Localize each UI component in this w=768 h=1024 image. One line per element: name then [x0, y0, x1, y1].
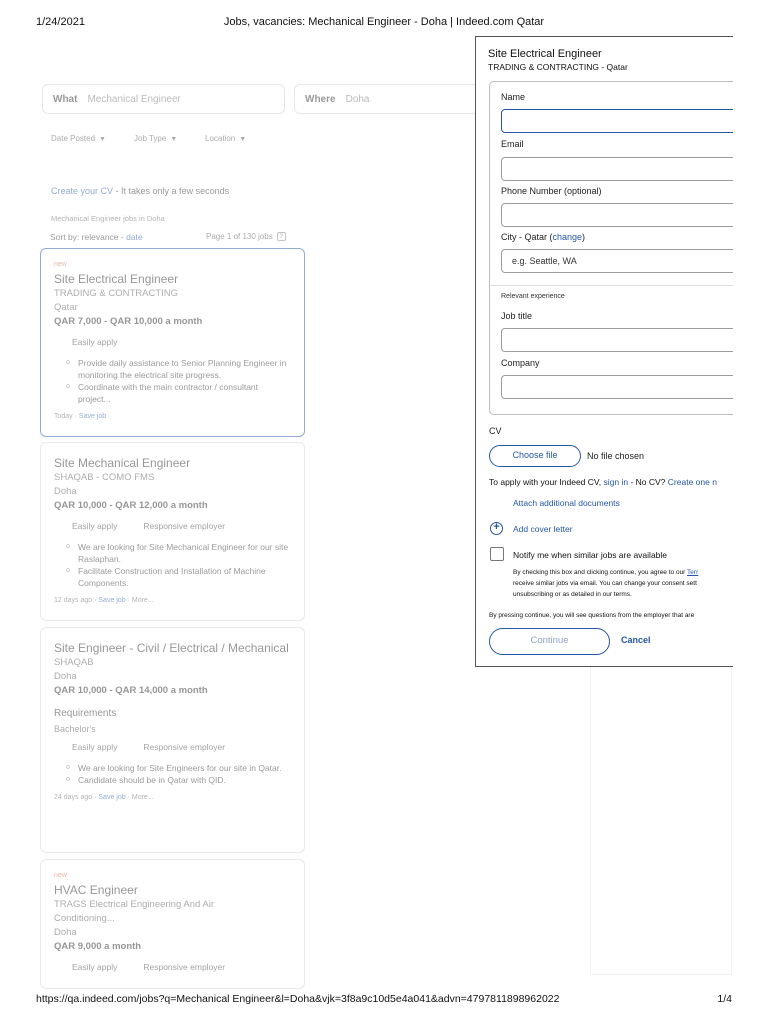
no-file-chosen: No file chosen	[587, 451, 645, 461]
city-label-suffix: )	[582, 232, 586, 242]
more-link[interactable]: More...	[131, 794, 154, 801]
job-location: Doha	[54, 927, 77, 938]
filter-job-type[interactable]	[134, 134, 177, 143]
company-name: SHAQAB - COMO FMS	[54, 472, 155, 483]
company-name: TRAGS Electrical Engineering And Air Conditioning...	[54, 899, 214, 924]
company-label: Company	[501, 358, 540, 368]
easily-apply-tag: Easily apply	[72, 337, 118, 347]
save-job-link[interactable]: Save job	[78, 413, 107, 420]
modal-company-location: TRADING & CONTRACTING - Qatar	[488, 62, 628, 72]
apply-modal	[475, 36, 733, 667]
relevant-experience-heading: Relevant experience	[501, 293, 565, 300]
job-meta: 12 days ago · Save job · More...	[54, 597, 154, 604]
job-salary: QAR 7,000 - QAR 10,000 a month	[54, 316, 203, 327]
where-search-input[interactable]	[294, 84, 479, 114]
job-card[interactable]	[40, 859, 305, 989]
chevron-down-icon: ▼	[239, 136, 247, 143]
chevron-down-icon: ▼	[170, 136, 178, 143]
new-badge: new	[54, 261, 67, 268]
email-input[interactable]	[501, 157, 733, 181]
what-label: What	[53, 93, 78, 105]
results-heading: Mechanical Engineer jobs in Doha	[51, 214, 165, 223]
cancel-button[interactable]: Cancel	[621, 635, 651, 645]
job-meta: 24 days ago · Save job · More...	[54, 794, 154, 801]
create-cv-text: - It takes only a few seconds	[113, 186, 230, 196]
job-snippet	[54, 541, 291, 589]
sort-control	[50, 232, 143, 242]
filter-label: Job Type	[134, 134, 167, 143]
print-title: Jobs, vacancies: Mechanical Engineer - Doha | Indeed.com Qatar	[223, 16, 545, 28]
plus-circle-icon[interactable]: +	[490, 522, 503, 535]
snippet-item: o We are looking for Site Engineers for our site in Qatar.	[66, 762, 291, 774]
job-snippet	[54, 357, 291, 405]
page-count: Page 1 of 130 jobs	[206, 232, 273, 241]
city-label-prefix: City - Qatar (	[501, 232, 553, 242]
job-title-label: Job title	[501, 311, 533, 321]
create-cv-link[interactable]: Create your CV	[51, 186, 114, 196]
email-label: Email	[501, 139, 524, 149]
consent-fine-print	[513, 567, 733, 600]
fine-print-line: unsubscribing or as detailed in our terms.	[513, 591, 632, 598]
print-date: 1/24/2021	[36, 16, 85, 28]
requirements-heading: Requirements	[54, 708, 117, 719]
save-job-link[interactable]: Save job	[98, 794, 126, 801]
job-salary: QAR 10,000 - QAR 12,000 a month	[54, 500, 208, 511]
modal-job-title: Site Electrical Engineer	[488, 48, 602, 60]
add-cover-letter-link[interactable]: Add cover letter	[513, 524, 573, 534]
responsive-employer-tag: Responsive employer	[143, 521, 226, 531]
snippet-item: o Provide daily assistance to Senior Planning Engineer in monitoring the electrical site progress.	[66, 357, 291, 381]
terms-link[interactable]: Terr	[687, 569, 699, 576]
sort-label: Sort by:	[50, 232, 80, 242]
filter-label: Date Posted	[51, 134, 96, 143]
help-icon[interactable]: ?	[277, 232, 286, 241]
job-salary: QAR 10,000 - QAR 14,000 a month	[54, 685, 208, 696]
requirements-value: Bachelor's	[54, 724, 96, 734]
chevron-down-icon: ▼	[99, 136, 106, 143]
job-snippet	[54, 762, 291, 786]
page-info	[206, 232, 286, 241]
job-location: Qatar	[54, 302, 78, 313]
create-cv-prompt	[51, 186, 229, 196]
continue-button[interactable]: Continue	[489, 628, 610, 655]
job-card[interactable]	[40, 442, 305, 621]
name-label: Name	[501, 92, 526, 102]
job-location: Doha	[54, 671, 77, 682]
save-job-link[interactable]: Save job	[98, 597, 126, 604]
responsive-employer-tag: Responsive employer	[143, 962, 226, 972]
apply-with-cv-line	[489, 477, 717, 487]
job-title[interactable]: Site Electrical Engineer	[54, 272, 179, 286]
change-city-link[interactable]: change	[552, 232, 583, 242]
job-card[interactable]	[40, 627, 305, 853]
job-title-input[interactable]	[501, 328, 733, 352]
job-title[interactable]: Site Mechanical Engineer	[54, 456, 191, 470]
snippet-item: o Coordinate with the main contractor / consultant project...	[66, 381, 291, 405]
company-input[interactable]	[501, 375, 733, 399]
sort-date[interactable]: date	[126, 232, 143, 242]
pressing-continue-note: By pressing continue, you will see questions from the employer that are	[489, 612, 695, 619]
job-title[interactable]: HVAC Engineer	[54, 883, 138, 897]
print-url: https://qa.indeed.com/jobs?q=Mechanical Engineer&l=Doha&vjk=3f8a9c10d5e4a041&advn=4797811898962022	[36, 993, 560, 1005]
where-label: Where	[305, 93, 336, 105]
choose-file-button[interactable]: Choose file	[489, 445, 581, 467]
posted-date: 24 days ago	[54, 794, 93, 801]
create-cv-link[interactable]: Create one n	[667, 477, 717, 487]
easily-apply-tag: Easily apply	[72, 521, 118, 531]
sort-relevance[interactable]: relevance	[81, 232, 119, 242]
job-salary: QAR 9,000 a month	[54, 941, 142, 952]
phone-label: Phone Number (optional)	[501, 186, 602, 196]
snippet-item: o We are looking for Site Mechanical Engineer for our site Raslaphan.	[66, 541, 291, 565]
where-value: Doha	[345, 93, 370, 105]
snippet-item: o Candidate should be in Qatar with QID.	[66, 774, 291, 786]
new-badge: new	[54, 872, 67, 879]
city-label	[501, 232, 585, 242]
notify-checkbox[interactable]	[490, 547, 504, 561]
snippet-item: o Facilitate Construction and Installation of Machine Components.	[66, 565, 291, 589]
posted-date: Today	[54, 413, 73, 420]
posted-date: 12 days ago	[54, 597, 93, 604]
company-name: SHAQAB	[54, 657, 94, 668]
divider	[490, 285, 733, 286]
fine-print-line: By checking this box and clicking continue, you agree to our	[513, 569, 688, 576]
name-input[interactable]	[501, 109, 733, 133]
what-search-input[interactable]	[42, 84, 285, 114]
notify-label: Notify me when similar jobs are available	[513, 550, 668, 560]
company-name: TRADING & CONTRACTING	[54, 288, 179, 299]
what-value: Mechanical Engineer	[87, 93, 181, 105]
job-detail-panel	[590, 640, 732, 975]
filter-date-posted[interactable]	[51, 134, 106, 143]
attach-documents-link[interactable]: Attach additional documents	[513, 498, 620, 508]
print-page-number: 1/4	[717, 993, 732, 1005]
job-title[interactable]: Site Engineer - Civil / Electrical / Mechanical	[54, 641, 289, 655]
sort-separator: -	[118, 232, 127, 242]
responsive-employer-tag: Responsive employer	[143, 742, 226, 752]
sign-in-link[interactable]: sign in	[603, 477, 629, 487]
city-input[interactable]	[501, 249, 733, 273]
job-card[interactable]	[40, 248, 305, 437]
cv-label: CV	[489, 426, 502, 436]
job-location: Doha	[54, 486, 77, 497]
apply-prefix: To apply with your Indeed CV,	[489, 477, 604, 487]
fine-print-line: receive similar jobs via email. You can change your consent sett	[513, 580, 697, 587]
filter-label: Location	[205, 134, 236, 143]
phone-input[interactable]	[501, 203, 733, 227]
easily-apply-tag: Easily apply	[72, 742, 118, 752]
easily-apply-tag: Easily apply	[72, 962, 118, 972]
job-meta: Today · Save job	[54, 413, 107, 420]
city-placeholder: e.g. Seattle, WA	[512, 256, 577, 266]
more-link[interactable]: More...	[131, 597, 154, 604]
filter-location[interactable]	[205, 134, 246, 143]
no-cv-text: - No CV?	[628, 477, 668, 487]
